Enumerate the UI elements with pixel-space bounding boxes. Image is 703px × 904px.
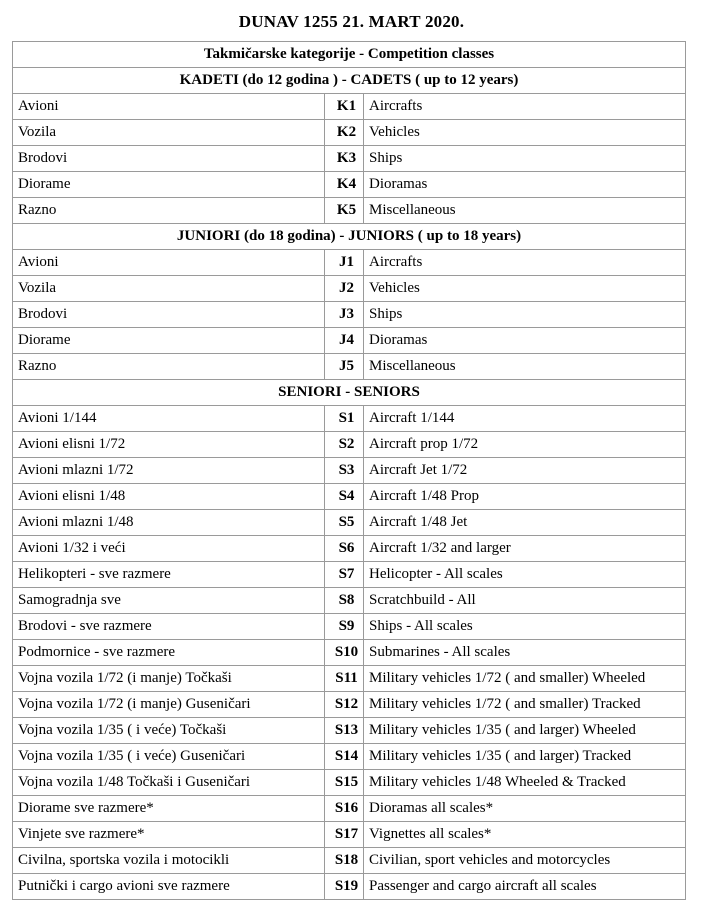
table-row <box>13 770 686 796</box>
category-english-name: Aircraft 1/48 Prop <box>364 484 686 510</box>
category-english-name: Aircraft 1/32 and larger <box>364 536 686 562</box>
category-code: J5 <box>325 354 364 380</box>
table-row <box>13 848 686 874</box>
category-code: K1 <box>325 94 364 120</box>
category-local-name: Avioni mlazni 1/48 <box>13 510 325 536</box>
table-row <box>13 692 686 718</box>
category-code: S4 <box>325 484 364 510</box>
category-english-name: Aircraft Jet 1/72 <box>364 458 686 484</box>
table-row <box>13 718 686 744</box>
category-code: S15 <box>325 770 364 796</box>
table-row <box>13 874 686 900</box>
category-local-name: Vozila <box>13 120 325 146</box>
category-local-name: Vinjete sve razmere* <box>13 822 325 848</box>
category-english-name: Military vehicles 1/35 ( and larger) Tracked <box>364 744 686 770</box>
category-code: K2 <box>325 120 364 146</box>
category-code: S16 <box>325 796 364 822</box>
category-code: S11 <box>325 666 364 692</box>
category-local-name: Razno <box>13 354 325 380</box>
section-heading: KADETI (do 12 godina ) - CADETS ( up to 12 years) <box>13 68 686 94</box>
category-code: K4 <box>325 172 364 198</box>
category-local-name: Diorame <box>13 328 325 354</box>
category-english-name: Aircrafts <box>364 250 686 276</box>
category-code: S12 <box>325 692 364 718</box>
table-row <box>13 198 686 224</box>
category-code: S3 <box>325 458 364 484</box>
section-heading-row <box>13 380 686 406</box>
competition-classes-table <box>12 41 686 900</box>
category-english-name: Submarines - All scales <box>364 640 686 666</box>
category-local-name: Diorame <box>13 172 325 198</box>
category-local-name: Brodovi <box>13 302 325 328</box>
table-row <box>13 614 686 640</box>
category-english-name: Ships <box>364 302 686 328</box>
category-english-name: Ships - All scales <box>364 614 686 640</box>
category-local-name: Avioni <box>13 250 325 276</box>
category-english-name: Aircrafts <box>364 94 686 120</box>
category-code: J1 <box>325 250 364 276</box>
category-local-name: Avioni elisni 1/72 <box>13 432 325 458</box>
category-code: S6 <box>325 536 364 562</box>
category-english-name: Military vehicles 1/35 ( and larger) Wheeled <box>364 718 686 744</box>
category-code: S1 <box>325 406 364 432</box>
category-english-name: Aircraft 1/48 Jet <box>364 510 686 536</box>
table-row <box>13 796 686 822</box>
category-english-name: Aircraft prop 1/72 <box>364 432 686 458</box>
category-english-name: Helicopter - All scales <box>364 562 686 588</box>
section-heading-row <box>13 68 686 94</box>
table-row <box>13 432 686 458</box>
category-english-name: Dioramas <box>364 328 686 354</box>
category-english-name: Ships <box>364 146 686 172</box>
category-local-name: Putnički i cargo avioni sve razmere <box>13 874 325 900</box>
category-local-name: Vojna vozila 1/72 (i manje) Točkaši <box>13 666 325 692</box>
category-code: S17 <box>325 822 364 848</box>
table-row <box>13 562 686 588</box>
table-row <box>13 302 686 328</box>
category-local-name: Vojna vozila 1/72 (i manje) Guseničari <box>13 692 325 718</box>
category-english-name: Military vehicles 1/48 Wheeled & Tracked <box>364 770 686 796</box>
category-code: J3 <box>325 302 364 328</box>
category-local-name: Vojna vozila 1/35 ( i veće) Guseničari <box>13 744 325 770</box>
table-row <box>13 354 686 380</box>
category-local-name: Vojna vozila 1/35 ( i veće) Točkaši <box>13 718 325 744</box>
category-local-name: Podmornice - sve razmere <box>13 640 325 666</box>
category-local-name: Diorame sve razmere* <box>13 796 325 822</box>
table-row <box>13 94 686 120</box>
category-english-name: Vignettes all scales* <box>364 822 686 848</box>
table-row <box>13 146 686 172</box>
document-title: DUNAV 1255 21. MART 2020. <box>238 12 465 31</box>
category-code: S5 <box>325 510 364 536</box>
category-english-name: Miscellaneous <box>364 198 686 224</box>
category-english-name: Miscellaneous <box>364 354 686 380</box>
category-local-name: Avioni 1/32 i veći <box>13 536 325 562</box>
section-heading: JUNIORI (do 18 godina) - JUNIORS ( up to 18 years) <box>13 224 686 250</box>
category-english-name: Passenger and cargo aircraft all scales <box>364 874 686 900</box>
category-local-name: Avioni <box>13 94 325 120</box>
category-code: S14 <box>325 744 364 770</box>
table-row <box>13 250 686 276</box>
table-row <box>13 744 686 770</box>
category-english-name: Civilian, sport vehicles and motorcycles <box>364 848 686 874</box>
category-english-name: Aircraft 1/144 <box>364 406 686 432</box>
table-row <box>13 484 686 510</box>
category-local-name: Vojna vozila 1/48 Točkaši i Guseničari <box>13 770 325 796</box>
category-local-name: Civilna, sportska vozila i motocikli <box>13 848 325 874</box>
category-english-name: Military vehicles 1/72 ( and smaller) Tracked <box>364 692 686 718</box>
table-row <box>13 510 686 536</box>
category-local-name: Razno <box>13 198 325 224</box>
table-row <box>13 328 686 354</box>
category-local-name: Samogradnja sve <box>13 588 325 614</box>
table-row <box>13 588 686 614</box>
table-row <box>13 276 686 302</box>
category-code: K5 <box>325 198 364 224</box>
category-local-name: Brodovi - sve razmere <box>13 614 325 640</box>
category-local-name: Avioni 1/144 <box>13 406 325 432</box>
category-code: S8 <box>325 588 364 614</box>
category-english-name: Dioramas <box>364 172 686 198</box>
section-heading-row <box>13 224 686 250</box>
category-local-name: Avioni elisni 1/48 <box>13 484 325 510</box>
table-row <box>13 120 686 146</box>
table-row <box>13 406 686 432</box>
category-code: S2 <box>325 432 364 458</box>
table-row <box>13 640 686 666</box>
table-row <box>13 172 686 198</box>
category-code: S13 <box>325 718 364 744</box>
category-english-name: Scratchbuild - All <box>364 588 686 614</box>
table-body <box>13 42 686 900</box>
category-code: J2 <box>325 276 364 302</box>
table-row <box>13 822 686 848</box>
category-code: S9 <box>325 614 364 640</box>
category-code: K3 <box>325 146 364 172</box>
table-row <box>13 458 686 484</box>
category-code: S18 <box>325 848 364 874</box>
section-heading: SENIORI - SENIORS <box>13 380 686 406</box>
category-english-name: Military vehicles 1/72 ( and smaller) Wheeled <box>364 666 686 692</box>
category-local-name: Vozila <box>13 276 325 302</box>
category-code: J4 <box>325 328 364 354</box>
category-local-name: Brodovi <box>13 146 325 172</box>
category-local-name: Helikopteri - sve razmere <box>13 562 325 588</box>
table-row <box>13 536 686 562</box>
category-code: S10 <box>325 640 364 666</box>
category-english-name: Vehicles <box>364 276 686 302</box>
table-row <box>13 666 686 692</box>
category-english-name: Vehicles <box>364 120 686 146</box>
category-code: S19 <box>325 874 364 900</box>
category-english-name: Dioramas all scales* <box>364 796 686 822</box>
table-header-row <box>13 42 686 68</box>
category-local-name: Avioni mlazni 1/72 <box>13 458 325 484</box>
category-code: S7 <box>325 562 364 588</box>
table-header: Takmičarske kategorije - Competition classes <box>13 42 686 68</box>
